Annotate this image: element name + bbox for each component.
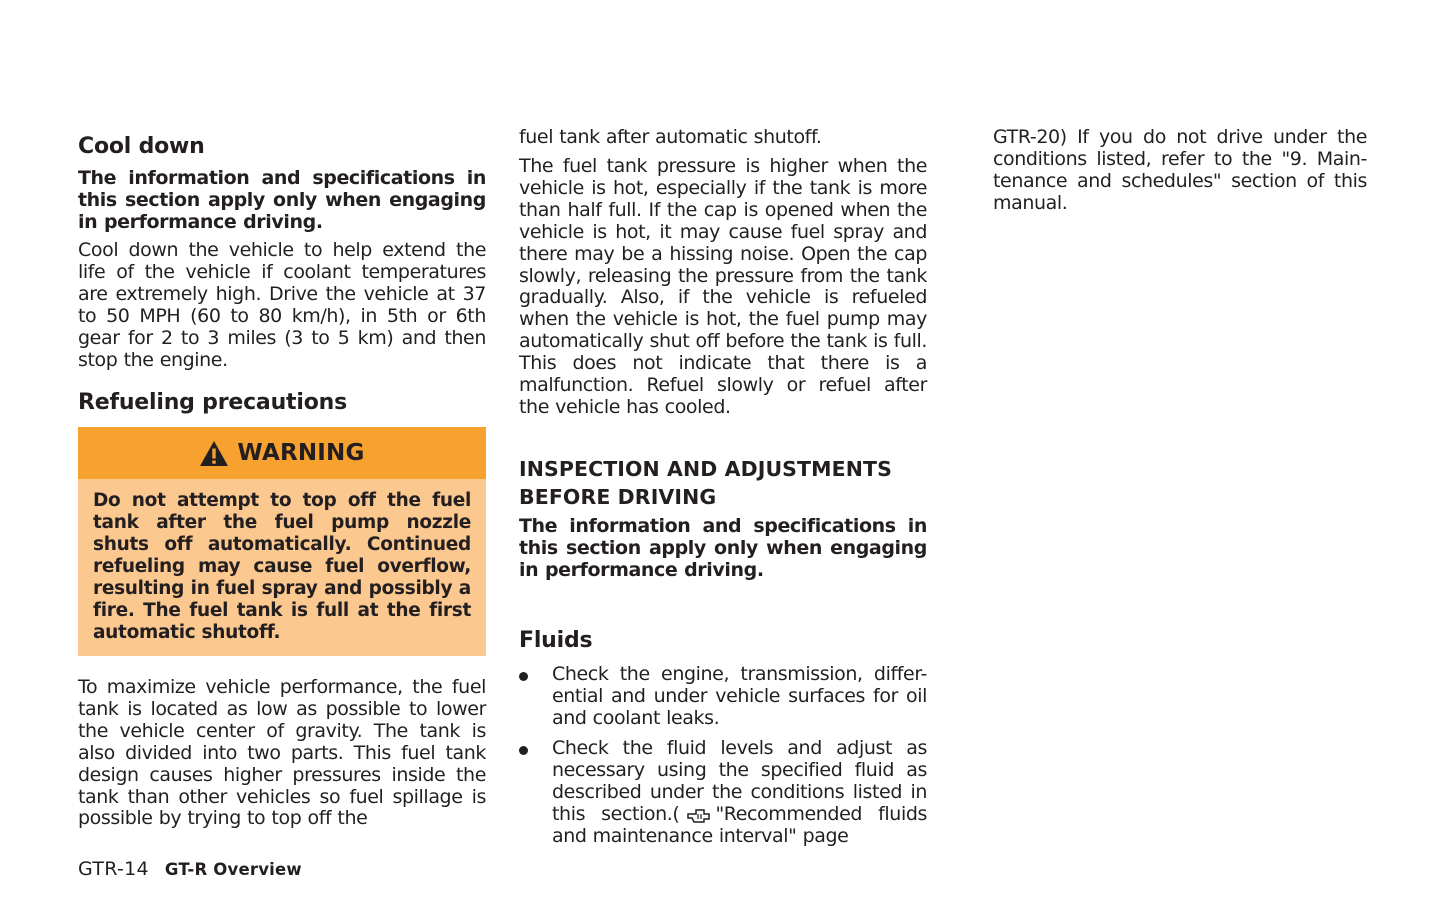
list-item [552,738,927,848]
inspection-heading-line2: BEFORE DRIVING [519,485,717,509]
refueling-heading: Refueling precautions [78,390,347,415]
continued-text: fuel tank after automatic shutoff. [519,126,822,148]
list-item: Check the engine, transmission, differ- ential and under vehicle surfaces for oil and coolant leaks. [552,663,927,729]
reference-pointer-icon [687,806,711,824]
warning-text: Do not attempt to top off the fuel tank after the fuel pump nozzle shuts off automatically. Continued refueling may cause fuel overflow, resulting in fuel spray and possibly a fire. The fuel tank is full at the first automatic shutoff. [93,490,471,643]
page-number: GTR-14 [78,858,149,880]
bullet2-text: Check the fluid levels and adjust as necessary using the specified fluid as described under the conditions listed in this section.( [552,737,927,825]
cooldown-note: The information and specifications in this section apply only when engaging in performance driving. [78,167,486,233]
fluids-heading: Fluids [519,628,593,653]
bullet-dot [519,746,528,755]
cooldown-body: Cool down the vehicle to help extend the life of the vehicle if coolant temperatures are extremely high. Drive the vehicle at 37 to 50 MPH (60 to 80 km/h), in 5th or 6th gear for 2 to 3 miles (3 to 5 km) and then stop the engine. [78,239,486,371]
page-footer [78,857,302,882]
inspection-heading [519,455,927,511]
inspection-note: The information and specifications in this section apply only when engaging in performance driving. [519,515,927,581]
warning-header [78,427,486,479]
warning-title: WARNING [237,440,365,466]
warning-box [78,427,486,656]
warning-triangle-icon [199,440,229,467]
bullet-dot [519,672,528,681]
pressure-paragraph: The fuel tank pressure is higher when the vehicle is hot, especially if the tank is more than half full. If the cap is opened when the vehicle is hot, it may cause fuel spray and there may be a hissing noise. Open the cap slowly, releasing the pressure from the tank gradually. Also, if the vehicle is refueled when the vehicle is hot, the fuel pump may automatically shut off before the tank is full. This does not indicate that there is a malfunction. Refuel slowly or refuel after the vehicle has cooled. [519,155,927,418]
inspection-heading-line1: INSPECTION AND ADJUSTMENTS [519,457,892,481]
refueling-body: To maximize vehicle performance, the fuel tank is located as low as possible to lower the vehicle center of gravity. The tank is also divided into two parts. This fuel tank design causes higher pressures inside the tank than other vehicles so fuel spillage is possible by trying to top off the [78,676,486,830]
section-title: GT-R Overview [164,860,302,879]
bullet2-reference: "Recommended fluids and maintenance interval" page [552,802,927,847]
continued-text: GTR-20) If you do not drive under the conditions listed, refer to the "9. Main- tenance and schedules" section of this manual. [993,126,1367,214]
cooldown-heading: Cool down [78,134,205,159]
